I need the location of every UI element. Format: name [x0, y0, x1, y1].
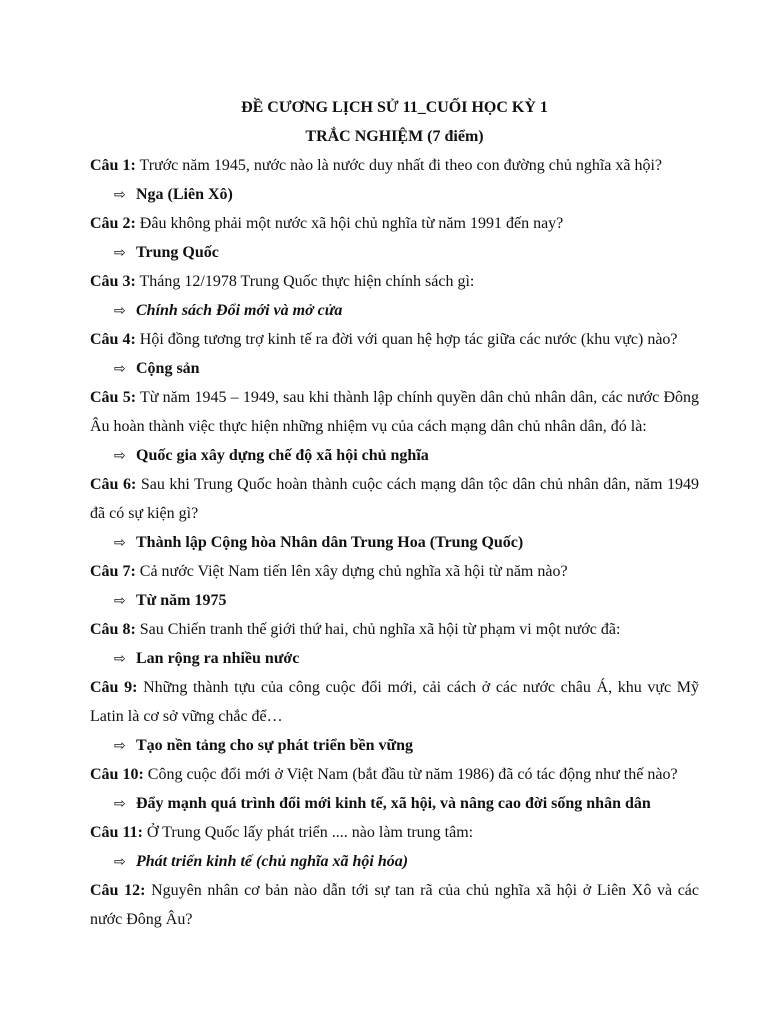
question-number: Câu 1: [90, 157, 136, 174]
answer-4 [90, 354, 699, 383]
answer-text: Lan rộng ra nhiều nước [136, 650, 300, 667]
answer-text: Nga (Liên Xô) [136, 186, 233, 203]
question-4 [90, 325, 699, 354]
question-number: Câu 6: [90, 476, 137, 493]
question-text: Công cuộc đổi mới ở Việt Nam (bắt đầu từ năm 1986) đã có tác động như thế nào? [147, 766, 678, 783]
question-text: Cả nước Việt Nam tiến lên xây dựng chủ nghĩa xã hội từ năm nào? [139, 563, 568, 580]
question-text: Ở Trung Quốc lấy phát triển .... nào làm trung tâm: [146, 824, 474, 841]
answer-text: Phát triển kinh tế (chủ nghĩa xã hội hóa) [136, 853, 409, 870]
answer-2 [90, 238, 699, 267]
answer-1 [90, 180, 699, 209]
question-number: Câu 12: [90, 882, 146, 899]
right-arrow-icon: ⇨ [114, 593, 126, 609]
document-content [90, 93, 699, 934]
question-1 [90, 151, 699, 180]
question-text: Nguyên nhân cơ bản nào dẫn tới sự tan rã của chủ nghĩa xã hội ở Liên Xô và các nước Đông Âu? [90, 882, 700, 928]
right-arrow-icon: ⇨ [114, 361, 126, 377]
question-text: Những thành tựu của công cuộc đổi mới, cải cách ở các nước châu Á, khu vực Mỹ Latin là cơ sở vững chắc để… [90, 679, 700, 725]
answer-text: Chính sách Đổi mới và mở cửa [136, 302, 343, 319]
section-subtitle: TRẮC NGHIỆM (7 điểm) [305, 128, 484, 145]
question-number: Câu 3: [90, 273, 136, 290]
answer-text: Trung Quốc [136, 244, 219, 261]
question-2 [90, 209, 699, 238]
question-text: Đâu không phải một nước xã hội chủ nghĩa từ năm 1991 đến nay? [139, 215, 564, 232]
answer-9 [90, 731, 699, 760]
right-arrow-icon: ⇨ [114, 448, 126, 464]
question-11 [90, 818, 699, 847]
answer-8 [90, 644, 699, 673]
answer-6 [90, 528, 699, 557]
question-7 [90, 557, 699, 586]
question-number: Câu 4: [90, 331, 136, 348]
question-text: Từ năm 1945 – 1949, sau khi thành lập chính quyền dân chủ nhân dân, các nước Đông Âu hoàn thành việc thực hiện những nhiệm vụ của cách mạng dân chủ nhân dân, đó là: [90, 389, 700, 435]
document-title: ĐỀ CƯƠNG LỊCH SỬ 11_CUỐI HỌC KỲ 1 [241, 99, 548, 116]
question-number: Câu 5: [90, 389, 137, 406]
answer-3 [90, 296, 699, 325]
right-arrow-icon: ⇨ [114, 651, 126, 667]
answer-10 [90, 789, 699, 818]
right-arrow-icon: ⇨ [114, 187, 126, 203]
question-text: Sau khi Trung Quốc hoàn thành cuộc cách mạng dân tộc dân chủ nhân dân, năm 1949 đã có sự kiện gì? [90, 476, 699, 522]
question-number: Câu 9: [90, 679, 138, 696]
question-list [90, 151, 699, 934]
question-text: Sau Chiến tranh thế giới thứ hai, chủ nghĩa xã hội từ phạm vi một nước đã: [139, 621, 621, 638]
right-arrow-icon: ⇨ [114, 796, 126, 812]
question-12 [90, 876, 699, 934]
question-number: Câu 10: [90, 766, 144, 783]
answer-text: Tạo nền tảng cho sự phát triển bền vững [136, 737, 414, 754]
question-number: Câu 11: [90, 824, 143, 841]
question-text: Tháng 12/1978 Trung Quốc thực hiện chính sách gì: [139, 273, 475, 290]
answer-text: Quốc gia xây dựng chế độ xã hội chủ nghĩa [136, 447, 429, 464]
right-arrow-icon: ⇨ [114, 245, 126, 261]
answer-text: Cộng sản [136, 360, 200, 377]
right-arrow-icon: ⇨ [114, 854, 126, 870]
question-8 [90, 615, 699, 644]
question-10 [90, 760, 699, 789]
answer-5 [90, 441, 699, 470]
question-5 [90, 383, 699, 441]
question-6 [90, 470, 699, 528]
right-arrow-icon: ⇨ [114, 535, 126, 551]
question-9 [90, 673, 699, 731]
answer-7 [90, 586, 699, 615]
right-arrow-icon: ⇨ [114, 738, 126, 754]
answer-text: Đẩy mạnh quá trình đổi mới kinh tế, xã hội, và nâng cao đời sống nhân dân [136, 795, 651, 812]
question-number: Câu 8: [90, 621, 136, 638]
question-text: Trước năm 1945, nước nào là nước duy nhất đi theo con đường chủ nghĩa xã hội? [139, 157, 663, 174]
answer-text: Từ năm 1975 [136, 592, 227, 609]
question-number: Câu 7: [90, 563, 136, 580]
answer-text: Thành lập Cộng hòa Nhân dân Trung Hoa (Trung Quốc) [136, 534, 524, 551]
question-number: Câu 2: [90, 215, 136, 232]
question-text: Hội đồng tương trợ kinh tế ra đời với quan hệ hợp tác giữa các nước (khu vực) nào? [139, 331, 678, 348]
right-arrow-icon: ⇨ [114, 303, 126, 319]
question-3 [90, 267, 699, 296]
answer-11 [90, 847, 699, 876]
